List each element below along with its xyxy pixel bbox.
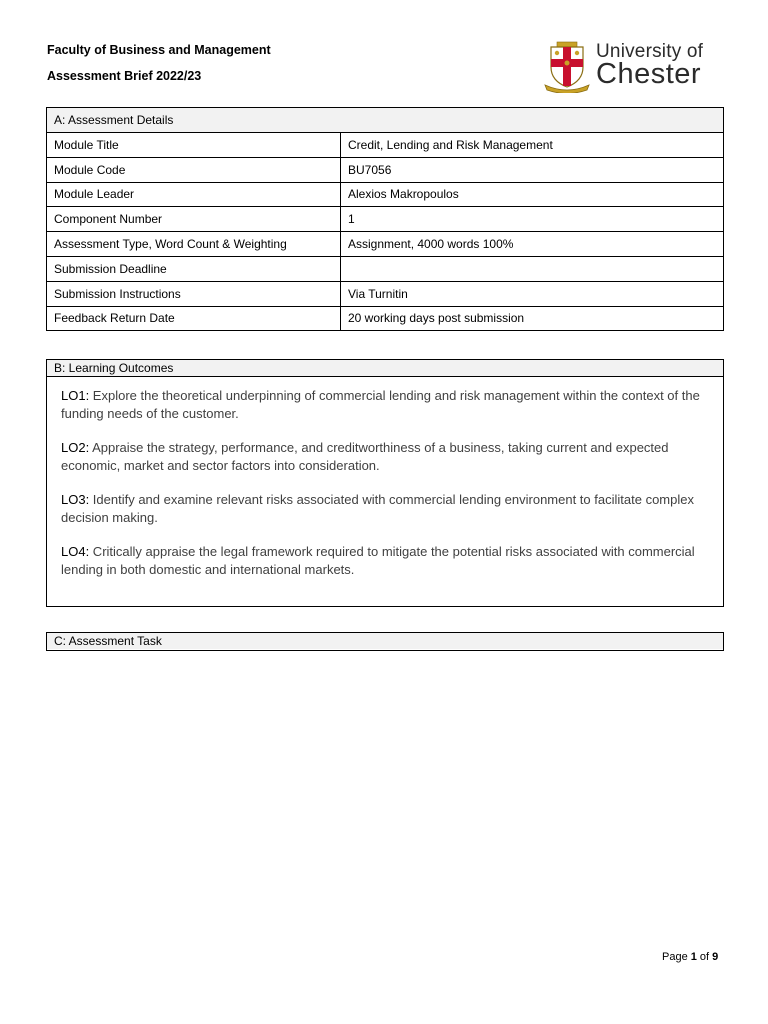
row-value: Via Turnitin [341, 281, 724, 306]
row-value: 20 working days post submission [341, 306, 724, 331]
row-label: Submission Instructions [47, 281, 341, 306]
row-value [341, 256, 724, 281]
learning-outcome-item [61, 491, 709, 527]
assessment-brief-heading: Assessment Brief 2022/23 [47, 69, 202, 83]
table-row [47, 281, 724, 306]
table-row [47, 157, 724, 182]
university-crest-icon [543, 41, 591, 93]
section-c-title: C: Assessment Task [47, 633, 723, 649]
learning-outcome-code: LO2: [61, 440, 90, 455]
table-row [47, 207, 724, 232]
section-a-title: A: Assessment Details [47, 108, 724, 133]
page-number [662, 951, 718, 963]
learning-outcome-item [61, 439, 709, 475]
logo-text-line1: University of [596, 41, 704, 62]
row-value: Alexios Makropoulos [341, 182, 724, 207]
row-value: Credit, Lending and Risk Management [341, 133, 724, 158]
row-label: Feedback Return Date [47, 306, 341, 331]
page-word: Page [662, 951, 691, 963]
learning-outcome-item [61, 387, 709, 423]
row-label: Assessment Type, Word Count & Weighting [47, 232, 341, 257]
learning-outcomes-list [47, 377, 723, 579]
learning-outcome-code: LO3: [61, 492, 90, 507]
learning-outcome-text: Explore the theoretical underpinning of commercial lending and risk management within the context of the funding needs of the customer. [61, 388, 700, 421]
learning-outcome-code: LO4: [61, 544, 90, 559]
row-value: 1 [341, 207, 724, 232]
row-label: Component Number [47, 207, 341, 232]
table-row [47, 256, 724, 281]
learning-outcome-code: LO1: [61, 388, 90, 403]
row-label: Module Title [47, 133, 341, 158]
section-b-title: B: Learning Outcomes [47, 360, 723, 377]
assessment-details-table [46, 107, 724, 331]
page-current: 1 [690, 951, 697, 963]
section-a-header-row [47, 108, 724, 133]
row-label: Submission Deadline [47, 256, 341, 281]
table-row [47, 133, 724, 158]
row-value: BU7056 [341, 157, 724, 182]
faculty-heading: Faculty of Business and Management [47, 43, 271, 57]
learning-outcomes-section [46, 359, 724, 607]
of-word: of [696, 951, 713, 963]
logo-text-line2: Chester [596, 58, 702, 90]
row-label: Module Leader [47, 182, 341, 207]
page-total: 9 [712, 951, 719, 963]
assessment-task-section [46, 632, 724, 651]
table-row [47, 232, 724, 257]
table-row [47, 306, 724, 331]
university-logo [543, 41, 713, 93]
learning-outcome-text: Identify and examine relevant risks associated with commercial lending environment to facilitate complex decision making. [61, 492, 694, 525]
row-label: Module Code [47, 157, 341, 182]
learning-outcome-item [61, 543, 709, 579]
row-value: Assignment, 4000 words 100% [341, 232, 724, 257]
learning-outcome-text: Appraise the strategy, performance, and creditworthiness of a business, taking current and expected economic, market and sector factors into consideration. [61, 440, 669, 473]
learning-outcome-text: Critically appraise the legal framework required to mitigate the potential risks associated with commercial lending in both domestic and international markets. [61, 544, 695, 577]
table-row [47, 182, 724, 207]
